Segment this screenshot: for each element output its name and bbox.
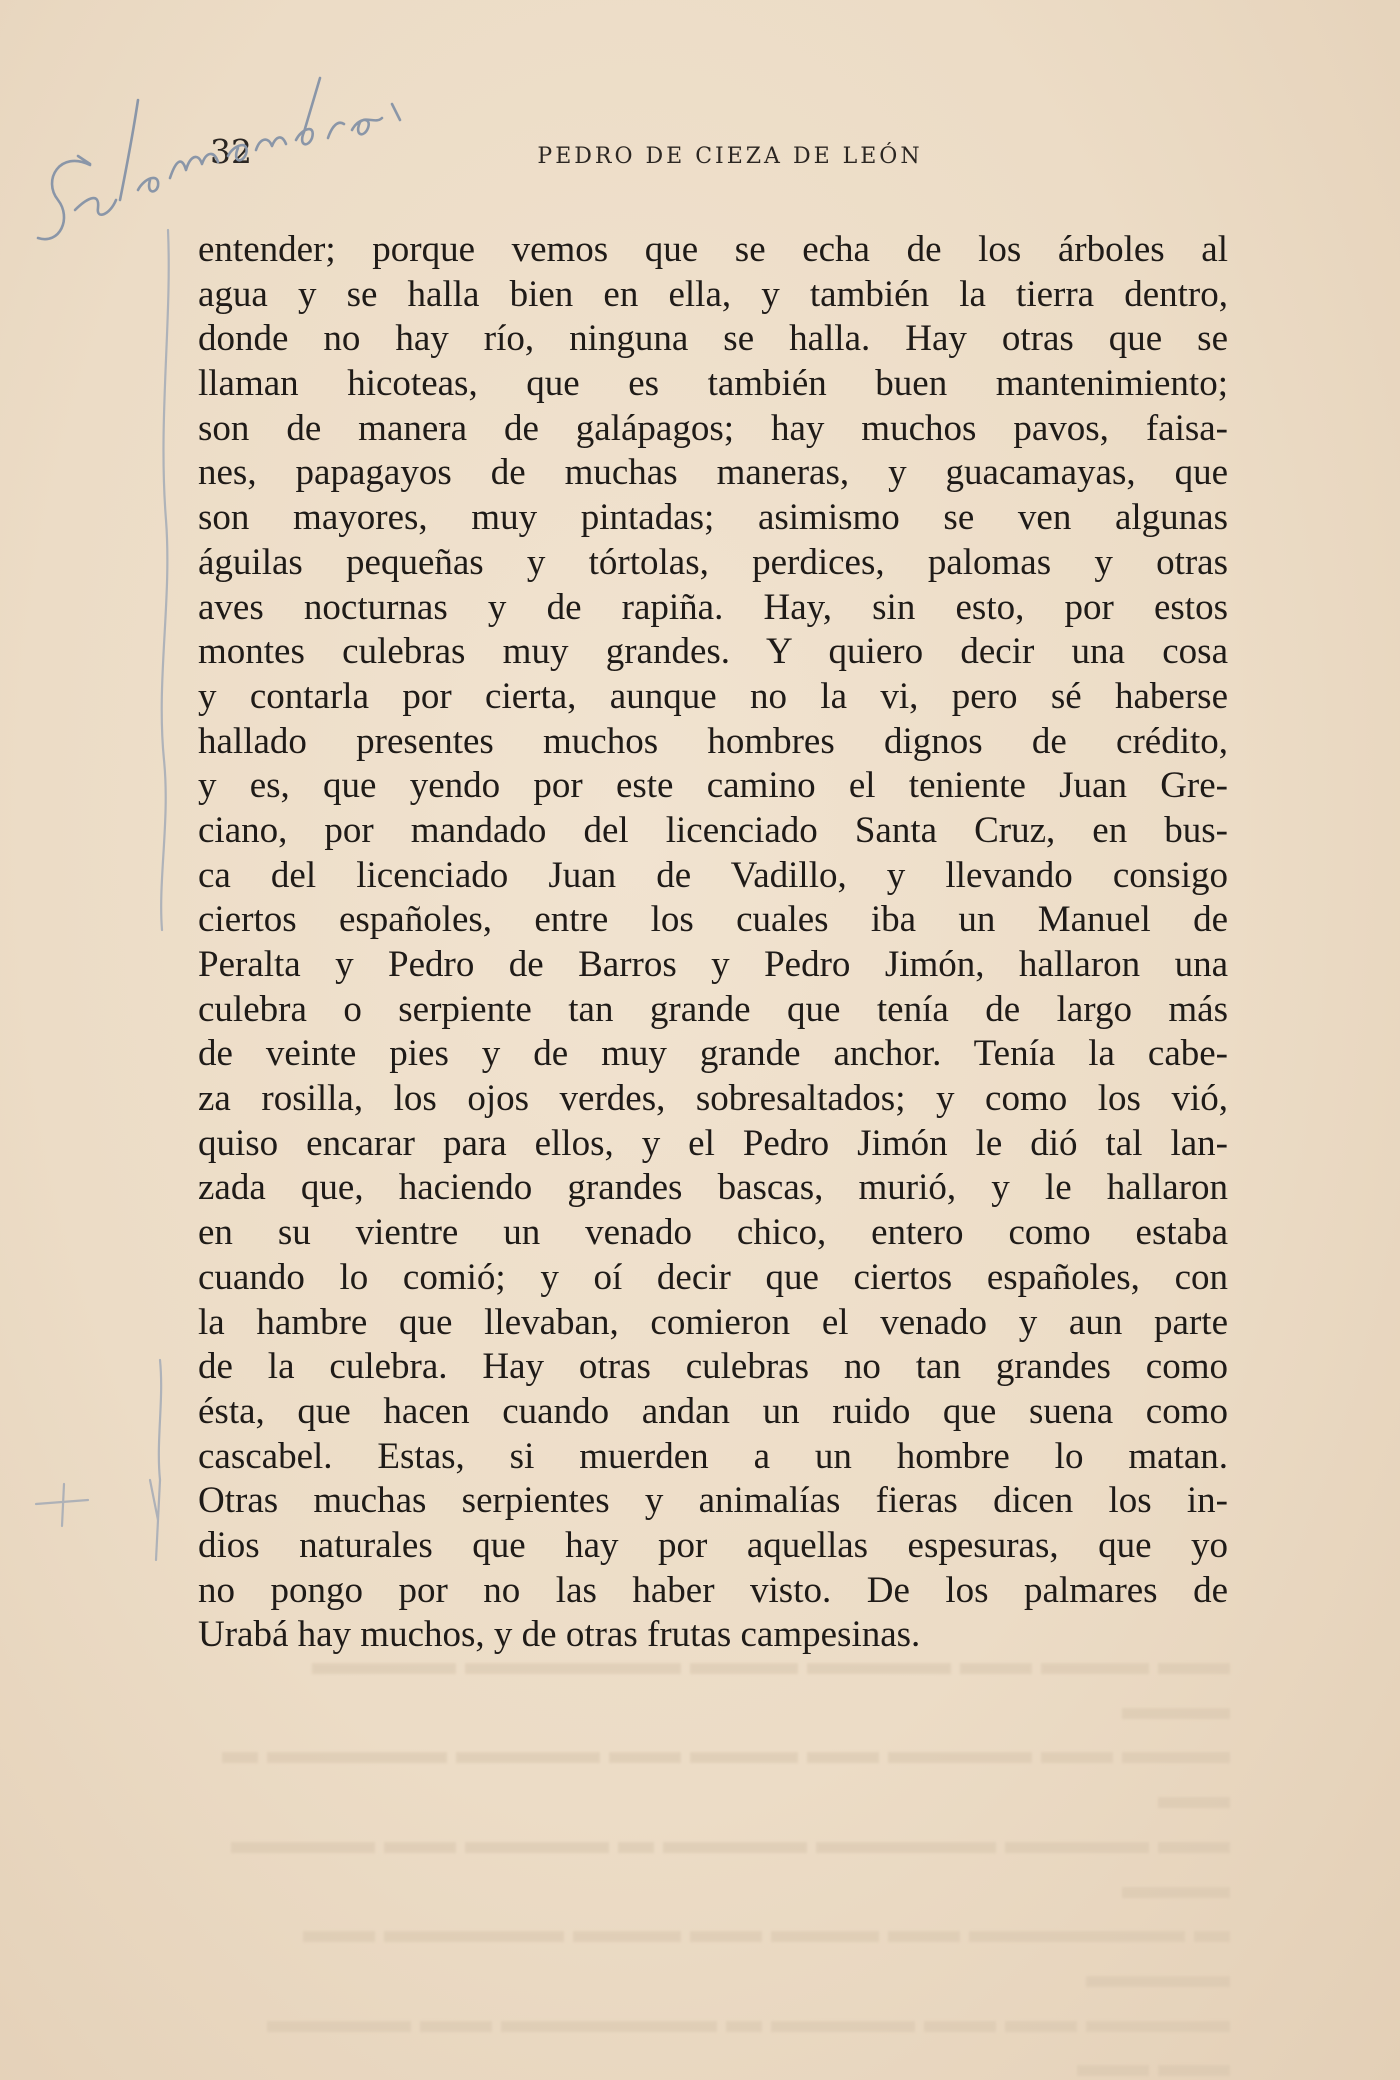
page-number: 32 [210,132,252,171]
running-head: PEDRO DE CIEZA DE LEÓN [537,144,923,169]
text-line: cuando lo comió; y oí decir que ciertos españoles, con [198,1256,1228,1298]
text-line: ca del licenciado Juan de Vadillo, y llevando consigo [198,854,1228,896]
text-line: de la culebra. Hay otras culebras no tan grandes como [198,1346,1228,1388]
text-line: en su vientre un venado chico, entero como estaba [198,1212,1228,1254]
text-line: dios naturales que hay por aquellas espesuras, que yo [198,1524,1228,1566]
text-line: águilas pequeñas y tórtolas, perdices, palomas y otras [198,541,1228,583]
text-line: no pongo por no las haber visto. De los palmares de [198,1569,1228,1611]
text-line: aves nocturnas y de rapiña. Hay, sin esto, por estos [198,586,1228,628]
text-line: Otras muchas serpientes y animalías fieras dicen los in- [198,1480,1228,1522]
text-line: y contarla por cierta, aunque no la vi, pero sé haberse [198,675,1228,717]
text-line: Urabá hay muchos, y de otras frutas campesinas. [198,1614,921,1656]
show-through-texture: ▬▬ ▬▬▬ ▬▬ ▬▬▬▬ ▬▬▬ ▬▬▬▬▬▬ ▬▬▬▬ ▬▬▬ ▬▬▬ ▬▬ ▬▬▬▬ ▬▬ ▬▬▬ ▬▬ ▬▬▬▬ ▬▬▬▬▬ ▬ ▬▬ ▬▬ ▬▬▬▬ ▬▬▬▬▬ ▬▬▬▬ ▬ ▬▬▬▬ ▬▬ ▬▬▬▬ ▬▬▬ ▬ ▬▬▬▬▬▬ ▬▬ ▬▬▬ ▬▬ ▬▬▬ ▬▬▬▬▬ ▬▬ ▬▬▬▬ ▬▬▬▬ ▬▬ ▬▬ ▬▬▬▬ ▬ ▬▬▬▬▬▬ ▬▬ ▬▬▬▬ ▬▬ ▬▬ [222,1642,1230,2080]
text-line: donde no hay río, ninguna se halla. Hay otras que se [198,318,1228,360]
text-line: hallado presentes muchos hombres dignos de crédito, [198,720,1228,762]
text-line: quiso encarar para ellos, y el Pedro Jimón le dió tal lan- [198,1122,1228,1164]
text-line: de veinte pies y de muy grande anchor. Tenía la cabe- [198,1033,1228,1075]
text-line: ciertos españoles, entre los cuales iba un Manuel de [198,899,1228,941]
text-line: culebra o serpiente tan grande que tenía de largo más [198,988,1228,1030]
text-line: son mayores, muy pintadas; asimismo se ven algunas [198,497,1228,539]
body-text [198,228,1228,1658]
text-line: montes culebras muy grandes. Y quiero decir una cosa [198,631,1228,673]
text-line: y es, que yendo por este camino el teniente Juan Gre- [198,765,1228,807]
text-line: la hambre que llevaban, comieron el venado y aun parte [198,1301,1228,1343]
text-line: entender; porque vemos que se echa de los árboles al [198,229,1228,270]
text-line: nes, papagayos de muchas maneras, y guacamayas, que [198,452,1228,494]
text-line: Peralta y Pedro de Barros y Pedro Jimón, hallaron una [198,944,1228,985]
text-line: zada que, haciendo grandes bascas, murió, y le hallaron [198,1167,1228,1209]
text-line: son de manera de galápagos; hay muchos pavos, faisa- [198,407,1228,449]
text-line: llaman hicoteas, que es también buen mantenimiento; [198,363,1228,405]
text-line: ciano, por mandado del licenciado Santa Cruz, en bus- [198,809,1228,851]
text-line: ésta, que hacen cuando andan un ruido que suena como [198,1390,1228,1432]
text-line: agua y se halla bien en ella, y también la tierra dentro, [198,273,1228,315]
text-line: za rosilla, los ojos verdes, sobresaltados; y como los vió, [198,1078,1228,1120]
text-line: cascabel. Estas, si muerden a un hombre lo matan. [198,1435,1228,1477]
